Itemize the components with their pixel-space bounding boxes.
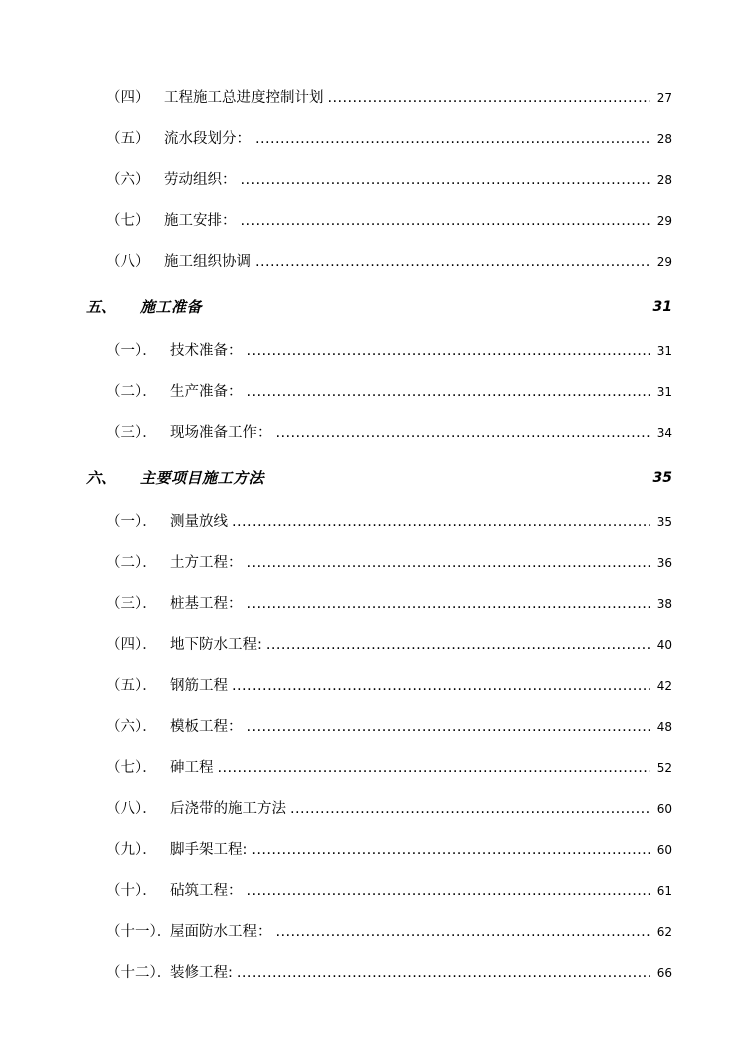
toc-entry[interactable] — [78, 707, 672, 748]
toc-entry-number: （二）． — [106, 384, 157, 400]
toc-entry-page-number: 48 — [656, 720, 672, 734]
toc-entry-number: 五、 — [86, 298, 117, 316]
toc-entry-page-number: 28 — [656, 173, 672, 187]
toc-entry-page-number: 38 — [656, 597, 672, 611]
toc-entry-page-number: 28 — [656, 132, 672, 146]
toc-entry-page-number: 35 — [652, 470, 672, 486]
toc-entry[interactable] — [78, 625, 672, 666]
toc-entry-label: 施工安排： — [164, 213, 237, 229]
toc-leader-dots — [255, 119, 650, 160]
toc-entry-label: 桩基工程： — [170, 596, 243, 612]
toc-entry-number: （六） — [106, 172, 150, 188]
toc-entry-page-number: 35 — [656, 515, 672, 529]
toc-entry-number: （四） — [106, 90, 150, 106]
toc-entry-label: 劳动组织： — [164, 172, 237, 188]
toc-entry-number: 六、 — [86, 469, 117, 487]
toc-entry-number: （一）． — [106, 343, 157, 359]
toc-entry-label: 地下防水工程: — [170, 637, 262, 653]
toc-entry-label: 测量放线 — [170, 514, 228, 530]
toc-entry-label: 施工组织协调 — [164, 254, 251, 270]
toc-entry[interactable] — [78, 413, 672, 454]
toc-entry[interactable] — [78, 454, 672, 502]
toc-entry[interactable] — [78, 584, 672, 625]
toc-entry-number: （一）． — [106, 514, 157, 530]
toc-entry[interactable] — [78, 160, 672, 201]
toc-entry-number: （七）． — [106, 760, 157, 776]
toc-entry-number: （二）． — [106, 555, 157, 571]
toc-entry-number: （五）． — [106, 678, 157, 694]
toc-leader-dots — [290, 789, 650, 830]
toc-entry-label: 流水段划分： — [164, 131, 251, 147]
toc-entry-number: （三）． — [106, 596, 157, 612]
toc-entry-page-number: 60 — [656, 802, 672, 816]
toc-entry[interactable] — [78, 78, 672, 119]
toc-entry-page-number: 29 — [656, 214, 672, 228]
toc-entry-label: 工程施工总进度控制计划 — [164, 90, 324, 106]
toc-entry-page-number: 42 — [656, 679, 672, 693]
toc-entry[interactable] — [78, 242, 672, 283]
toc-entry-label: 模板工程： — [170, 719, 243, 735]
toc-entry-label: 生产准备： — [170, 384, 243, 400]
toc-entry[interactable] — [78, 331, 672, 372]
toc-entry[interactable] — [78, 543, 672, 584]
toc-entry-page-number: 29 — [656, 255, 672, 269]
toc-entry-number: （十二）． — [106, 965, 172, 981]
toc-entry-number: （八）． — [106, 801, 157, 817]
toc-leader-dots — [266, 625, 650, 666]
toc-leader-dots — [218, 748, 651, 789]
toc-entry-label: 现场准备工作： — [170, 425, 272, 441]
toc-entry-label: 屋面防水工程： — [170, 924, 272, 940]
toc-leader-dots — [237, 953, 650, 994]
toc-entry-label: 后浇带的施工方法 — [170, 801, 286, 817]
toc-leader-dots — [232, 502, 650, 543]
toc-entry-page-number: 62 — [656, 925, 672, 939]
toc-entry[interactable] — [78, 119, 672, 160]
toc-leader-dots — [328, 78, 651, 119]
toc-entry[interactable] — [78, 502, 672, 543]
toc-entry-label: 砧筑工程： — [170, 883, 243, 899]
toc-entry-page-number: 36 — [656, 556, 672, 570]
toc-entry-page-number: 34 — [656, 426, 672, 440]
toc-entry-page-number: 31 — [656, 385, 672, 399]
toc-entry-number: （十）． — [106, 883, 157, 899]
toc-entry-page-number: 31 — [656, 344, 672, 358]
toc-entry[interactable] — [78, 283, 672, 331]
toc-entry-number: （五） — [106, 131, 150, 147]
toc-leader-dots — [251, 830, 650, 871]
toc-leader-dots — [247, 543, 651, 584]
toc-entry[interactable] — [78, 912, 672, 953]
toc-entry[interactable] — [78, 201, 672, 242]
toc-entry-label: 主要项目施工方法 — [140, 469, 265, 487]
toc-entry-label: 装修工程: — [170, 965, 233, 981]
toc-leader-dots — [247, 584, 651, 625]
toc-entry-page-number: 60 — [656, 843, 672, 857]
toc-leader-dots — [247, 871, 651, 912]
toc-entry-number: （七） — [106, 213, 150, 229]
toc-entry-page-number: 40 — [656, 638, 672, 652]
toc-leader-dots — [276, 912, 651, 953]
toc-entry-number: （六）． — [106, 719, 157, 735]
table-of-contents — [78, 78, 672, 994]
toc-entry-page-number: 31 — [652, 299, 672, 315]
toc-leader-dots — [255, 242, 650, 283]
toc-entry-number: （三）． — [106, 425, 157, 441]
toc-entry[interactable] — [78, 871, 672, 912]
toc-leader-dots — [247, 707, 651, 748]
toc-entry-label: 技术准备： — [170, 343, 243, 359]
toc-entry-label: 施工准备 — [140, 298, 203, 316]
toc-entry-label: 土方工程： — [170, 555, 243, 571]
toc-entry-label: 脚手架工程: — [170, 842, 248, 858]
toc-entry-number: （十一）． — [106, 924, 172, 940]
toc-entry-page-number: 66 — [656, 966, 672, 980]
toc-entry-page-number: 61 — [656, 884, 672, 898]
toc-entry[interactable] — [78, 372, 672, 413]
toc-entry-label: 砷工程 — [170, 760, 214, 776]
toc-entry[interactable] — [78, 789, 672, 830]
toc-leader-dots — [247, 331, 651, 372]
toc-entry-number: （八） — [106, 254, 150, 270]
toc-entry[interactable] — [78, 748, 672, 789]
toc-entry[interactable] — [78, 666, 672, 707]
toc-leader-dots — [247, 372, 651, 413]
toc-leader-dots — [241, 160, 651, 201]
toc-entry[interactable] — [78, 953, 672, 994]
toc-leader-dots — [276, 413, 651, 454]
toc-leader-dots — [268, 461, 650, 502]
toc-entry-number: （四）． — [106, 637, 157, 653]
toc-leader-dots — [232, 666, 650, 707]
toc-leader-dots — [206, 290, 650, 331]
toc-entry[interactable] — [78, 830, 672, 871]
toc-entry-label: 钢筋工程 — [170, 678, 228, 694]
toc-leader-dots — [241, 201, 651, 242]
toc-entry-page-number: 52 — [656, 761, 672, 775]
toc-entry-number: （九）． — [106, 842, 157, 858]
toc-entry-page-number: 27 — [656, 91, 672, 105]
